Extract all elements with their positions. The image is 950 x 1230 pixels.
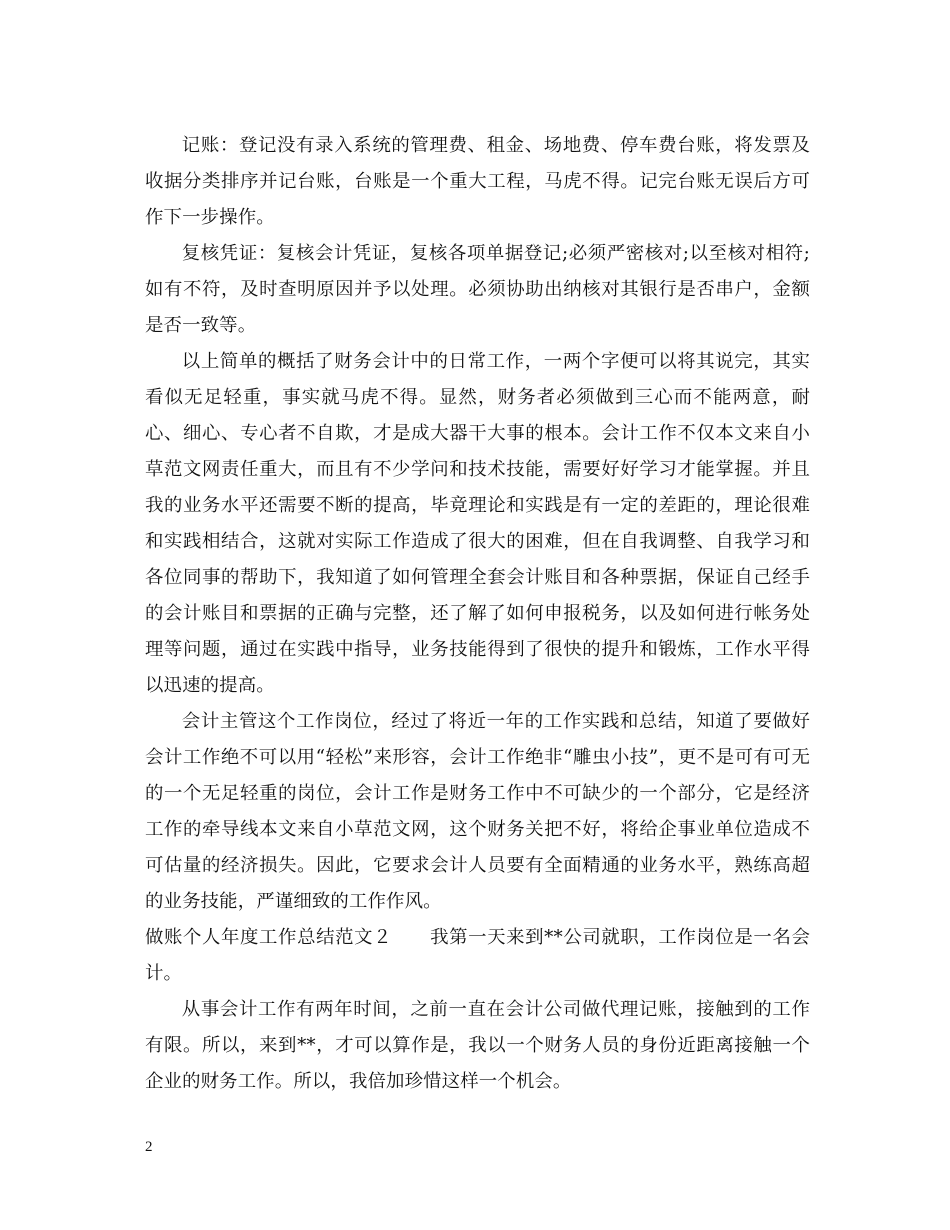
paragraph-accounting-supervisor: 会计主管这个工作岗位，经过了将近一年的工作实践和总结，知道了要做好会计工作绝不可以用“轻松”来形容，会计工作绝非“雕虫小技”，更不是可有可无的一个无足轻重的岗位，会计工作是财务工作中不可缺少的一个部分，它是经济工作的牵导线本文来自小草范文网，这个财务关把不好，将给企事业单位造成不可估量的经济损失。因此，它要求会计人员要有全面精通的业务水平，熟练高超的业务技能，严谨细致的工作作风。: [145, 711, 810, 912]
paragraph-two-years-experience: 从事会计工作有两年时间，之前一直在会计公司做代理记账，接触到的工作有限。所以，来到**，才可以算作是，我以一个财务人员的身份近距离接触一个企业的财务工作。所以，我倍加珍惜这样一个机会。: [145, 999, 810, 1092]
page-number: 2: [145, 1139, 153, 1155]
paragraph-bookkeeping: 记账：登记没有录入系统的管理费、租金、场地费、停车费台账，将发票及收据分类排序并记台账，台账是一个重大工程，马虎不得。记完台账无误后方可作下一步操作。: [145, 135, 810, 228]
paragraph-voucher-review: 复核凭证：复核会计凭证，复核各项单据登记;必须严密核对;以至核对相符;如有不符，及时查明原因并予以处理。必须协助出纳核对其银行是否串户，金额是否一致等。: [145, 243, 810, 336]
paragraph-section-title-2: 做账个人年度工作总结范文２ 我第一天来到**公司就职，工作岗位是一名会计。: [145, 927, 810, 984]
paragraph-daily-work-summary: 以上简单的概括了财务会计中的日常工作，一两个字便可以将其说完，其实看似无足轻重，事实就马虎不得。显然，财务者必须做到三心而不能两意，耐心、细心、专心者不自欺，才是成大器干大事的根本。会计工作不仅本文来自小草范文网责任重大，而且有不少学问和技术技能，需要好好学习才能掌握。并且我的业务水平还需要不断的提高，毕竟理论和实践是有一定的差距的，理论很难和实践相结合，这就对实际工作造成了很大的困难，但在自我调整、自我学习和各位同事的帮助下，我知道了如何管理全套会计账目和各种票据，保证自己经手的会计账目和票据的正确与完整，还了解了如何申报税务，以及如何进行帐务处理等问题，通过在实践中指导，业务技能得到了很快的提升和锻炼，工作水平得以迅速的提高。: [145, 351, 810, 696]
document-body: [145, 128, 810, 1100]
